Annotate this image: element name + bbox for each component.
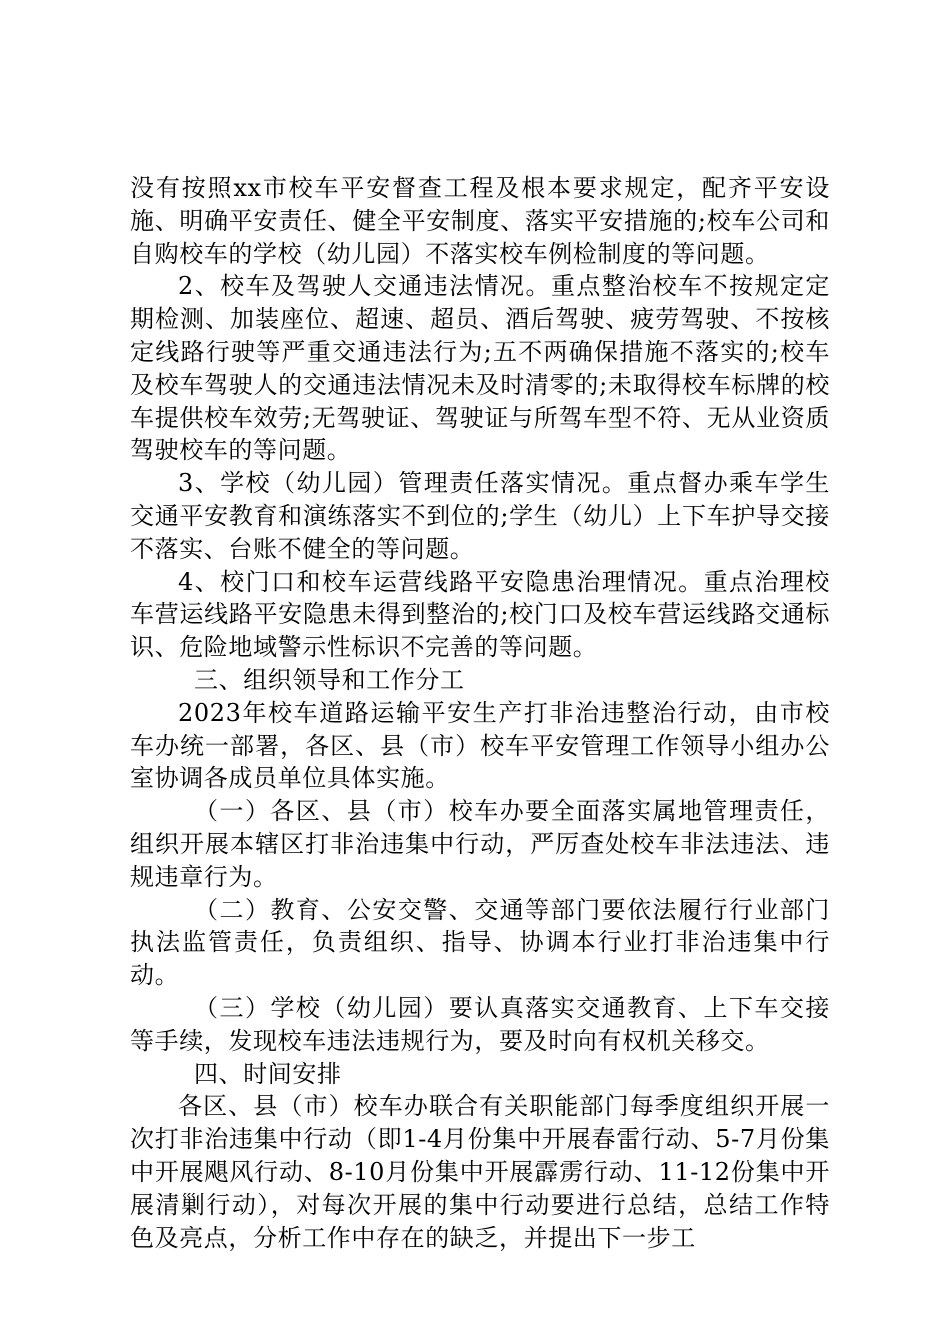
paragraph-organization: 2023年校车道路运输平安生产打非治违整治行动，由市校车办统一部署，各区、县（市）校车平安管理工作领导小组办公室协调各成员单位具体实施。 xyxy=(130,698,830,793)
paragraph-subitem-2: （二）教育、公安交警、交通等部门要依法履行行业部门执法监管责任，负责组织、指导、协调本行业打非治违集中行动。 xyxy=(130,895,830,990)
paragraph-item-3: 3、学校（幼儿园）管理责任落实情况。重点督办乘车学生交通平安教育和演练落实不到位的;学生（幼儿）上下车护导交接不落实、台账不健全的等问题。 xyxy=(130,469,830,563)
paragraph-item-2: 2、校车及驾驶人交通违法情况。重点整治校车不按规定定期检测、加装座位、超速、超员、酒后驾驶、疲劳驾驶、不按核定线路行驶等严重交通违法行为;五不两确保措施不落实的;校车及校车驾驶人的交通违法情况未及时清零的;未取得校车标牌的校车提供校车效劳;无驾驶证、驾驶证与所驾车型不符、无从业资质驾驶校车的等问题。 xyxy=(130,272,830,465)
paragraph-subitem-3: （三）学校（幼儿园）要认真落实交通教育、上下车交接等手续，发现校车违法违规行为，要及时向有权机关移交。 xyxy=(130,993,830,1055)
paragraph-item-4: 4、校门口和校车运营线路平安隐患治理情况。重点治理校车营运线路平安隐患未得到整治的;校门口及校车营运线路交通标识、危险地域警示性标识不完善的等问题。 xyxy=(130,567,830,662)
section-heading-schedule: 四、时间安排 xyxy=(194,1059,342,1088)
paragraph-continuation: 没有按照xx市校车平安督查工程及根本要求规定，配齐平安设施、明确平安责任、健全平安制度、落实平安措施的;校车公司和自购校车的学校（幼儿园）不落实校车例检制度的等问题。 xyxy=(130,174,830,268)
document-body xyxy=(130,172,830,1254)
section-heading-organization: 三、组织领导和工作分工 xyxy=(194,665,465,694)
paragraph-subitem-1: （一）各区、县（市）校车办要全面落实属地管理责任，组织开展本辖区打非治违集中行动，严厉查处校车非法违法、违规违章行为。 xyxy=(130,797,830,891)
paragraph-schedule: 各区、县（市）校车办联合有关职能部门每季度组织开展一次打非治违集中行动（即1-4月份集中开展春雷行动、5-7月份集中开展飓风行动、8-10月份集中开展霹雳行动、11-12份集中开展清剿行动），对每次开展的集中行动要进行总结，总结工作特色及亮点，分析工作中存在的缺乏，并提出下一步工 xyxy=(130,1092,830,1252)
